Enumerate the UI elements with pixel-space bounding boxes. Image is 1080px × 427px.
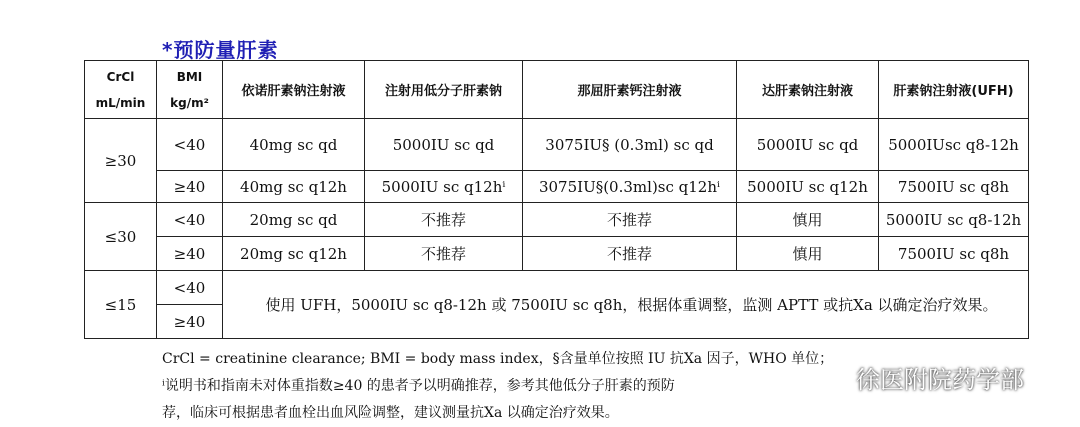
dose-cell: 5000IU sc qd xyxy=(365,119,523,171)
dose-cell: 40mg sc q12h xyxy=(223,171,365,203)
crcl-cell: ≤30 xyxy=(85,203,157,271)
footnote-line: ⁱ说明书和指南未对体重指数≥40 的患者予以明确推荐，参考其他低分子肝素的预防 xyxy=(162,378,675,394)
dose-cell: 5000IU sc q12hⁱ xyxy=(365,171,523,203)
dose-cell: 5000IU sc q8-12h xyxy=(879,203,1029,237)
wechat-icon xyxy=(822,365,848,391)
dose-cell: 慎用 xyxy=(737,237,879,271)
dose-cell: 3075IU§ (0.3ml) sc qd xyxy=(523,119,737,171)
bmi-cell: <40 xyxy=(157,271,223,305)
header-drug-5: 肝素钠注射液(UFH) xyxy=(879,61,1029,119)
section-title: *预防量肝素 xyxy=(162,38,279,62)
bmi-cell: <40 xyxy=(157,203,223,237)
dose-cell: 5000IU sc q12h xyxy=(737,171,879,203)
bmi-cell: <40 xyxy=(157,119,223,171)
dose-cell: 不推荐 xyxy=(365,237,523,271)
bmi-cell: ≥40 xyxy=(157,237,223,271)
dose-cell: 不推荐 xyxy=(365,203,523,237)
watermark xyxy=(822,360,1024,395)
dose-cell: 40mg sc qd xyxy=(223,119,365,171)
dosage-table xyxy=(84,60,1029,339)
table-row xyxy=(85,271,1029,305)
header-drug-4: 达肝素钠注射液 xyxy=(737,61,879,119)
dose-cell: 不推荐 xyxy=(523,237,737,271)
table-row xyxy=(85,237,1029,271)
dose-cell: 慎用 xyxy=(737,203,879,237)
dose-cell: 20mg sc q12h xyxy=(223,237,365,271)
header-drug-1: 依诺肝素钠注射液 xyxy=(223,61,365,119)
footnotes xyxy=(162,346,833,427)
ufh-note-cell: 使用 UFH，5000IU sc q8-12h 或 7500IU sc q8h，根据体重调整，监测 APTT 或抗Xa 以确定治疗效果。 xyxy=(223,271,1029,339)
footnote-line: 荐，临床可根据患者血栓出血风险调整，建议测量抗Xa 以确定治疗效果。 xyxy=(162,405,619,421)
dose-cell: 20mg sc qd xyxy=(223,203,365,237)
dose-cell: 不推荐 xyxy=(523,203,737,237)
watermark-text: 徐医附院药学部 xyxy=(856,366,1024,394)
dose-cell: 5000IU sc qd xyxy=(737,119,879,171)
dose-cell: 7500IU sc q8h xyxy=(879,237,1029,271)
crcl-cell: ≤15 xyxy=(85,271,157,339)
crcl-cell: ≥30 xyxy=(85,119,157,203)
dose-cell: 5000IUsc q8-12h xyxy=(879,119,1029,171)
header-crcl: CrCl mL/min xyxy=(85,61,157,119)
header-drug-3: 那屈肝素钙注射液 xyxy=(523,61,737,119)
header-drug-2: 注射用低分子肝素钠 xyxy=(365,61,523,119)
dose-cell: 3075IU§(0.3ml)sc q12hⁱ xyxy=(523,171,737,203)
header-bmi: BMI kg/m² xyxy=(157,61,223,119)
footnote-line: CrCl = creatinine clearance; BMI = body mass index，§含量单位按照 IU 抗Xa 因子，WHO 单位； xyxy=(162,351,834,367)
table-row xyxy=(85,171,1029,203)
bmi-cell: ≥40 xyxy=(157,305,223,339)
table-header-row xyxy=(85,61,1029,119)
table-row xyxy=(85,203,1029,237)
bmi-cell: ≥40 xyxy=(157,171,223,203)
table-row xyxy=(85,119,1029,171)
dose-cell: 7500IU sc q8h xyxy=(879,171,1029,203)
